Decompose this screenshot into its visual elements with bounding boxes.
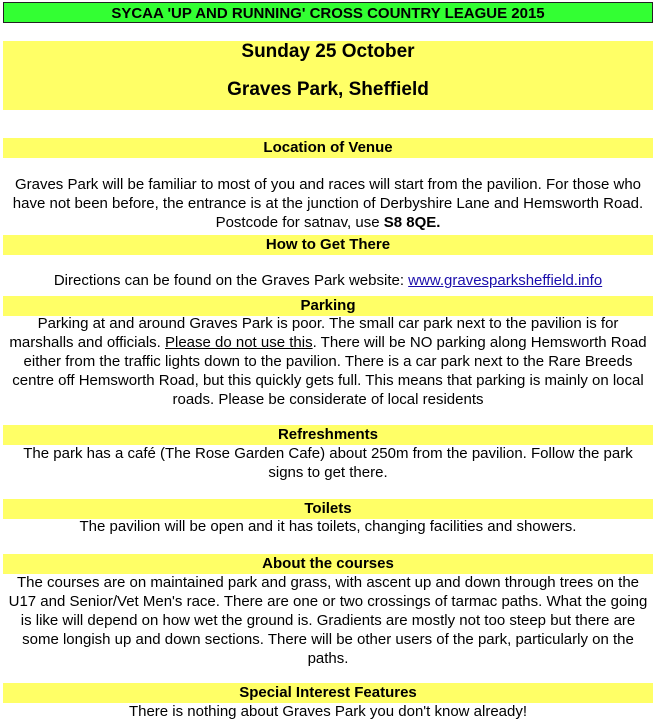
location-heading: Location of Venue <box>3 138 653 158</box>
courses-text: The courses are on maintained park and grass, with ascent up and down through trees on the U17 and Senior/Vet Men's race. There are one or two crossings of tarmac paths. What the going is like will depend on how wet the ground is. Gradients are mostly not too steep but there are some longish up and down sections. There will be other users of the park, particularly on the paths. <box>8 574 648 667</box>
parking-text <box>4 314 652 409</box>
directions-description: Directions can be found on the Graves Park website: <box>53 272 409 289</box>
toilets-heading: Toilets <box>3 499 653 519</box>
directions-heading: How to Get There <box>3 235 653 255</box>
refreshments-text: The park has a café (The Rose Garden Cafe) about 250m from the pavilion. Follow the park signs to get there. <box>23 445 633 481</box>
league-title: SYCAA 'UP AND RUNNING' CROSS COUNTRY LEAGUE 2015 <box>111 5 545 22</box>
parking-warning: Please do not use this <box>164 334 313 351</box>
courses-heading: About the courses <box>3 554 653 574</box>
refreshments-heading: Refreshments <box>3 425 653 445</box>
toilets-text: The pavilion will be open and it has toilets, changing facilities and showers. <box>79 518 577 535</box>
location-description: Graves Park will be familiar to most of you and races will start from the pavilion. For those who have not been before, the entrance is at the junction of Derbyshire Lane and Hemsworth Road. Postcode for satnav, use <box>12 176 644 231</box>
features-heading: Special Interest Features <box>3 683 653 703</box>
event-date: Sunday 25 October <box>241 41 415 62</box>
parking-text-after: . There will be NO parking along Hemsworth Road either from the traffic lights down to the pavilion. There is a car park next to the Rare Breeds centre off Hemsworth Road, but this quickly gets full. This means that parking is mainly on local roads. Please be considerate of local residents <box>12 334 647 408</box>
features-text: There is nothing about Graves Park you don't know already! <box>128 703 528 720</box>
location-text <box>4 175 652 232</box>
postcode: S8 8QE. <box>383 214 441 231</box>
directions-text <box>4 271 652 290</box>
parking-heading: Parking <box>3 296 653 316</box>
league-title-banner <box>3 2 653 23</box>
event-title-block <box>3 41 653 110</box>
website-link[interactable]: www.gravesparksheffield.info <box>408 272 603 289</box>
event-venue: Graves Park, Sheffield <box>227 79 429 100</box>
parking-text-before: Parking at and around Graves Park is poor. The small car park next to the pavilion is for marshalls and officials. <box>9 315 619 351</box>
